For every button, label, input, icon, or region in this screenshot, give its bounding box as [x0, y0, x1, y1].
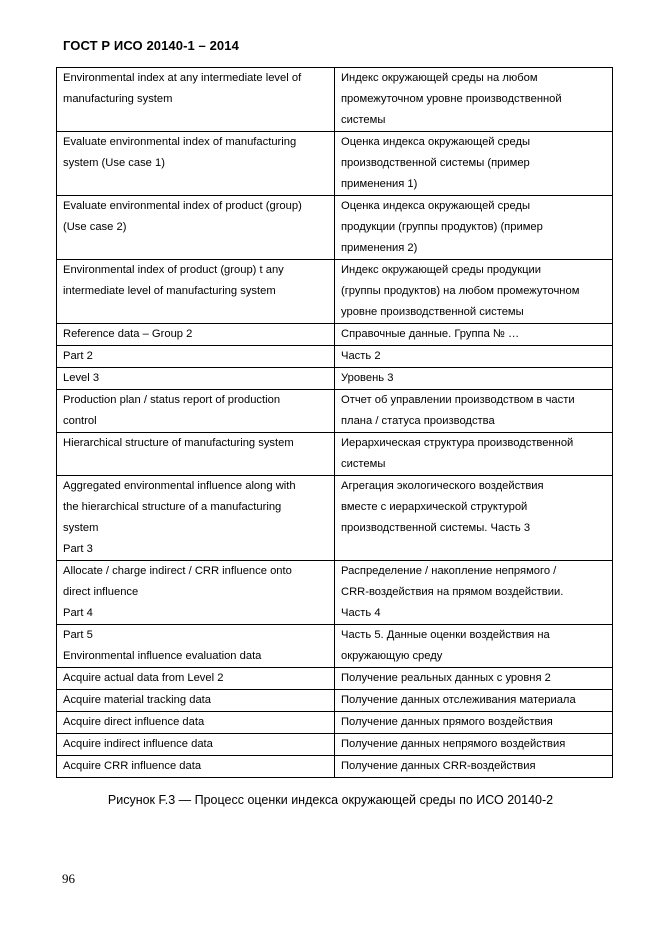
table-row [57, 196, 613, 260]
russian-term-line: Получение данных непрямого воздействия [341, 738, 566, 750]
russian-term-cell [335, 625, 613, 668]
table-row [57, 260, 613, 324]
english-term-line: Acquire actual data from Level 2 [63, 672, 224, 684]
russian-term-line: Получение данных отслеживания материала [341, 694, 576, 706]
english-term-line: manufacturing system [63, 93, 173, 105]
russian-term-line: Часть 4 [341, 607, 381, 619]
russian-term-line: Часть 2 [341, 350, 381, 362]
russian-term-line: Агрегация экологического воздействия [341, 480, 544, 492]
english-term-cell [57, 712, 335, 734]
figure-caption: Рисунок F.3 — Процесс оценки индекса окружающей среды по ИСО 20140-2 [107, 793, 554, 807]
english-term-line: system [63, 522, 99, 534]
russian-term-cell [335, 324, 613, 346]
russian-term-line: системы [341, 458, 386, 470]
table-row [57, 756, 613, 778]
english-term-line: the hierarchical structure of a manufacturing [63, 501, 282, 513]
russian-term-line: Индекс окружающей среды продукции [341, 264, 542, 276]
table-row [57, 476, 613, 561]
russian-term-line: производственной системы. Часть 3 [341, 522, 531, 534]
glossary-table-body [57, 68, 613, 778]
english-term-cell [57, 196, 335, 260]
russian-term-line: Уровень 3 [341, 372, 394, 384]
english-term-line: Level 3 [63, 372, 100, 384]
english-term-line: Production plan / status report of production [63, 394, 281, 406]
table-row [57, 690, 613, 712]
russian-term-line: применения 2) [341, 242, 418, 254]
english-term-line: Acquire CRR influence data [63, 760, 202, 772]
russian-term-cell [335, 690, 613, 712]
english-term-cell [57, 368, 335, 390]
table-row [57, 132, 613, 196]
english-term-line: Allocate / charge indirect / CRR influence onto [63, 565, 292, 577]
table-row [57, 390, 613, 433]
russian-term-cell [335, 346, 613, 368]
english-term-line: Acquire material tracking data [63, 694, 211, 706]
russian-term-line: Отчет об управлении производством в части [341, 394, 575, 406]
english-term-line: (Use case 2) [63, 221, 127, 233]
english-term-cell [57, 390, 335, 433]
table-row [57, 346, 613, 368]
russian-term-line: Оценка индекса окружающей среды [341, 136, 531, 148]
english-term-cell [57, 346, 335, 368]
english-term-cell [57, 260, 335, 324]
english-term-line: direct influence [63, 586, 139, 598]
document-header: ГОСТ Р ИСО 20140-1 – 2014 [63, 38, 239, 53]
russian-term-line: производственной системы (пример [341, 157, 530, 169]
english-term-cell [57, 668, 335, 690]
english-term-cell [57, 734, 335, 756]
english-term-line: Hierarchical structure of manufacturing system [63, 437, 294, 449]
russian-term-line: Часть 5. Данные оценки воздействия на [341, 629, 550, 641]
english-term-cell [57, 476, 335, 561]
russian-term-line: системы [341, 114, 386, 126]
russian-term-line: CRR-воздействия на прямом воздействии. [341, 586, 564, 598]
english-term-line: Environmental index at any intermediate level of [63, 72, 302, 84]
russian-term-line: плана / статуса производства [341, 415, 495, 427]
russian-term-cell [335, 390, 613, 433]
russian-term-line: Оценка индекса окружающей среды [341, 200, 531, 212]
russian-term-cell [335, 68, 613, 132]
table-row [57, 625, 613, 668]
english-term-line: Aggregated environmental influence along with [63, 480, 296, 492]
table-row [57, 68, 613, 132]
english-term-line: Evaluate environmental index of manufacturing [63, 136, 297, 148]
english-term-line: control [63, 415, 97, 427]
russian-term-line: уровне производственной системы [341, 306, 524, 318]
russian-term-cell [335, 196, 613, 260]
russian-term-line: Получение данных прямого воздействия [341, 716, 553, 728]
table-row [57, 561, 613, 625]
english-term-cell [57, 690, 335, 712]
page-number: 96 [62, 871, 75, 886]
english-term-cell [57, 433, 335, 476]
english-term-line: intermediate level of manufacturing system [63, 285, 276, 297]
russian-term-line: Иерархическая структура производственной [341, 437, 574, 449]
russian-term-cell [335, 561, 613, 625]
glossary-table [56, 67, 613, 778]
english-term-line: Acquire indirect influence data [63, 738, 213, 750]
russian-term-line: Получение реальных данных с уровня 2 [341, 672, 551, 684]
russian-term-line: окружающую среду [341, 650, 443, 662]
english-term-line: Part 3 [63, 543, 93, 555]
russian-term-cell [335, 368, 613, 390]
table-row [57, 712, 613, 734]
russian-term-line: промежуточном уровне производственной [341, 93, 562, 105]
russian-term-line: Справочные данные. Группа № … [341, 328, 520, 340]
english-term-cell [57, 324, 335, 346]
russian-term-line: Получение данных CRR-воздействия [341, 760, 536, 772]
english-term-line: Environmental influence evaluation data [63, 650, 262, 662]
english-term-cell [57, 561, 335, 625]
table-row [57, 324, 613, 346]
russian-term-cell [335, 260, 613, 324]
russian-term-cell [335, 132, 613, 196]
english-term-line: Evaluate environmental index of product (group) [63, 200, 302, 212]
english-term-line: Part 2 [63, 350, 93, 362]
russian-term-cell [335, 756, 613, 778]
russian-term-line: вместе с иерархической структурой [341, 501, 528, 513]
table-row [57, 734, 613, 756]
russian-term-cell [335, 712, 613, 734]
english-term-cell [57, 625, 335, 668]
english-term-line: Acquire direct influence data [63, 716, 205, 728]
russian-term-cell [335, 668, 613, 690]
russian-term-line: Распределение / накопление непрямого / [341, 565, 557, 577]
table-row [57, 368, 613, 390]
english-term-line: Reference data – Group 2 [63, 328, 193, 340]
english-term-cell [57, 756, 335, 778]
russian-term-line: продукции (группы продуктов) (пример [341, 221, 543, 233]
table-row [57, 668, 613, 690]
russian-term-cell [335, 734, 613, 756]
table-row [57, 433, 613, 476]
russian-term-line: применения 1) [341, 178, 418, 190]
english-term-cell [57, 68, 335, 132]
english-term-line: Part 5 [63, 629, 93, 641]
english-term-line: Part 4 [63, 607, 93, 619]
english-term-line: system (Use case 1) [63, 157, 165, 169]
english-term-line: Environmental index of product (group) t any [63, 264, 284, 276]
russian-term-cell [335, 476, 613, 561]
russian-term-line: (группы продуктов) на любом промежуточном [341, 285, 580, 297]
english-term-cell [57, 132, 335, 196]
russian-term-cell [335, 433, 613, 476]
russian-term-line: Индекс окружающей среды на любом [341, 72, 538, 84]
